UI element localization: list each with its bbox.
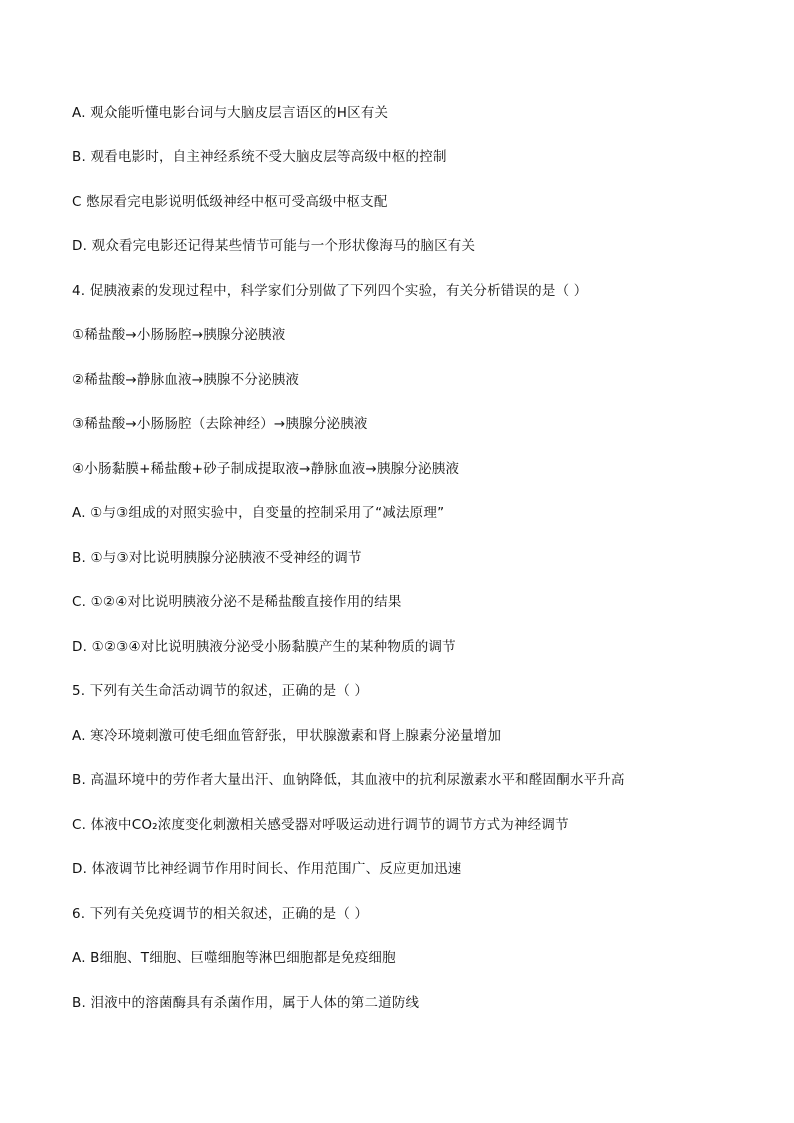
option-3c: C 憋尿看完电影说明低级神经中枢可受高级中枢支配: [72, 194, 388, 210]
experiment-3: ③稀盐酸→小肠肠腔（去除神经）→胰腺分泌胰液: [72, 416, 368, 432]
option-3a: A. 观众能听懂电影台词与大脑皮层言语区的H区有关: [72, 105, 389, 121]
question-6: 6. 下列有关免疫调节的相关叙述，正确的是（ ）: [72, 906, 369, 922]
option-4d: D. ①②③④对比说明胰液分泌受小肠黏膜产生的某种物质的调节: [72, 639, 456, 655]
option-6b: B. 泪液中的溶菌酶具有杀菌作用，属于人体的第二道防线: [72, 995, 420, 1011]
option-5a: A. 寒冷环境刺激可使毛细血管舒张，甲状腺激素和肾上腺素分泌量增加: [72, 728, 502, 744]
option-5b: B. 高温环境中的劳作者大量出汗、血钠降低，其血液中的抗利尿激素水平和醛固酮水平升高: [72, 772, 625, 788]
question-4: 4. 促胰液素的发现过程中，科学家们分别做了下列四个实验，有关分析错误的是（ ）: [72, 283, 588, 299]
question-5: 5. 下列有关生命活动调节的叙述，正确的是（ ）: [72, 683, 369, 699]
experiment-2: ②稀盐酸→静脉血液→胰腺不分泌胰液: [72, 372, 300, 388]
experiment-4: ④小肠黏膜+稀盐酸+砂子制成提取液→静脉血液→胰腺分泌胰液: [72, 461, 460, 477]
option-6a: A. B细胞、T细胞、巨噬细胞等淋巴细胞都是免疫细胞: [72, 950, 396, 966]
option-5c: C. 体液中CO₂浓度变化刺激相关感受器对呼吸运动进行调节的调节方式为神经调节: [72, 817, 569, 833]
option-3b: B. 观看电影时，自主神经系统不受大脑皮层等高级中枢的控制: [72, 149, 447, 165]
option-4c: C. ①②④对比说明胰液分泌不是稀盐酸直接作用的结果: [72, 594, 402, 610]
experiment-1: ①稀盐酸→小肠肠腔→胰腺分泌胰液: [72, 327, 286, 343]
option-3d: D. 观众看完电影还记得某些情节可能与一个形状像海马的脑区有关: [72, 238, 476, 254]
option-4a: A. ①与③组成的对照实验中，自变量的控制采用了“减法原理”: [72, 505, 445, 521]
option-5d: D. 体液调节比神经调节作用时间长、作用范围广、反应更加迅速: [72, 861, 462, 877]
option-4b: B. ①与③对比说明胰腺分泌胰液不受神经的调节: [72, 550, 362, 566]
